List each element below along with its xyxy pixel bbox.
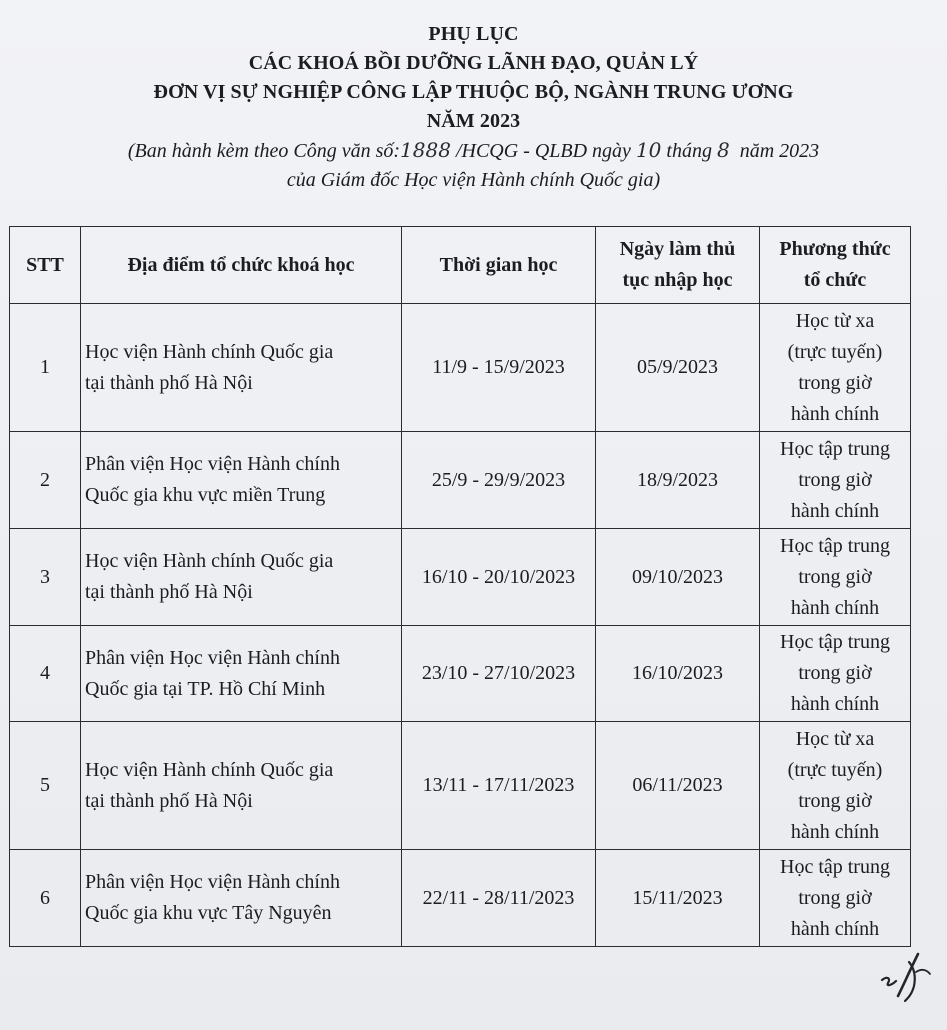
row-time: 23/10 - 27/10/2023 bbox=[402, 626, 596, 722]
mode-line: trong giờ bbox=[798, 662, 872, 684]
issuance-note-line-1 bbox=[0, 136, 947, 166]
row-location bbox=[81, 529, 402, 626]
issuance-prefix: (Ban hành kèm theo Công văn số: bbox=[127, 140, 401, 162]
mode-line: trong giờ bbox=[798, 371, 872, 394]
table-row bbox=[10, 432, 911, 529]
location-line-2: Quốc gia khu vực Tây Nguyên bbox=[85, 902, 332, 924]
row-location bbox=[81, 850, 402, 947]
row-location bbox=[81, 432, 402, 529]
header-stt: STT bbox=[10, 227, 81, 304]
row-stt: 2 bbox=[10, 432, 81, 529]
mode-line: Học từ xa bbox=[795, 727, 875, 750]
mode-line: trong giờ bbox=[798, 789, 872, 812]
row-enrollment-date: 05/9/2023 bbox=[596, 304, 760, 432]
row-time: 25/9 - 29/9/2023 bbox=[402, 432, 596, 529]
course-schedule-table bbox=[9, 226, 911, 947]
issuance-month-prefix: tháng bbox=[661, 140, 717, 162]
row-location bbox=[81, 626, 402, 722]
document-year: NĂM 2023 bbox=[426, 110, 521, 132]
location-line-2: tại thành phố Hà Nội bbox=[85, 581, 253, 603]
mode-line: trong giờ bbox=[798, 886, 872, 909]
location-line-1: Phân viện Học viện Hành chính bbox=[85, 646, 340, 669]
header-time: Thời gian học bbox=[402, 227, 596, 304]
location-line-1: Học viện Hành chính Quốc gia bbox=[85, 340, 334, 363]
handwritten-signature-icon bbox=[878, 948, 936, 1004]
row-location bbox=[81, 722, 402, 850]
mode-line: trong giờ bbox=[798, 468, 872, 491]
row-mode bbox=[760, 626, 911, 722]
location-line-2: Quốc gia tại TP. Hồ Chí Minh bbox=[85, 677, 326, 700]
row-enrollment-date: 09/10/2023 bbox=[596, 529, 760, 626]
header-enrollment-line-2: tục nhập học bbox=[622, 269, 733, 291]
table-row bbox=[10, 722, 911, 850]
header-enrollment-line-1: Ngày làm thủ bbox=[619, 238, 736, 260]
header-location: Địa điểm tổ chức khoá học bbox=[81, 227, 402, 304]
mode-line: (trực tuyến) bbox=[787, 758, 883, 781]
row-stt: 6 bbox=[10, 850, 81, 947]
mode-line: Học từ xa bbox=[795, 309, 875, 332]
mode-line: Học tập trung bbox=[780, 855, 890, 878]
row-mode bbox=[760, 304, 911, 432]
row-stt: 5 bbox=[10, 722, 81, 850]
row-mode bbox=[760, 850, 911, 947]
mode-line: trong giờ bbox=[798, 565, 872, 588]
issuance-year: năm 2023 bbox=[729, 140, 820, 162]
row-stt: 3 bbox=[10, 529, 81, 626]
table-row bbox=[10, 304, 911, 432]
location-line-1: Học viện Hành chính Quốc gia bbox=[85, 758, 334, 781]
mode-line: hành chính bbox=[790, 820, 880, 843]
issuance-day: 10 bbox=[635, 138, 662, 162]
row-stt: 1 bbox=[10, 304, 81, 432]
issuance-note-line-2: của Giám đốc Học viện Hành chính Quốc gia) bbox=[286, 169, 661, 191]
location-line-1: Học viện Hành chính Quốc gia bbox=[85, 550, 334, 572]
mode-line: Học tập trung bbox=[780, 534, 890, 557]
location-line-1: Phân viện Học viện Hành chính bbox=[85, 453, 340, 475]
header-mode bbox=[760, 227, 911, 304]
row-mode bbox=[760, 529, 911, 626]
row-mode bbox=[760, 722, 911, 850]
header-enrollment-date bbox=[596, 227, 760, 304]
row-time: 11/9 - 15/9/2023 bbox=[402, 304, 596, 432]
location-line-2: Quốc gia khu vực miền Trung bbox=[85, 484, 326, 506]
document-title-line-2: ĐƠN VỊ SỰ NGHIỆP CÔNG LẬP THUỘC BỘ, NGÀNH TRUNG ƯƠNG bbox=[153, 81, 794, 103]
mode-line: Học tập trung bbox=[780, 631, 890, 653]
mode-line: Học tập trung bbox=[780, 437, 890, 460]
row-time: 16/10 - 20/10/2023 bbox=[402, 529, 596, 626]
document-header bbox=[0, 20, 947, 195]
location-line-2: tại thành phố Hà Nội bbox=[85, 789, 253, 812]
table-row bbox=[10, 850, 911, 947]
document-number: 1888 bbox=[400, 138, 451, 162]
location-line-2: tại thành phố Hà Nội bbox=[85, 371, 253, 394]
table-header-row bbox=[10, 227, 911, 304]
row-time: 13/11 - 17/11/2023 bbox=[402, 722, 596, 850]
row-mode bbox=[760, 432, 911, 529]
mode-line: hành chính bbox=[790, 402, 880, 425]
row-enrollment-date: 18/9/2023 bbox=[596, 432, 760, 529]
location-line-1: Phân viện Học viện Hành chính bbox=[85, 871, 340, 893]
table-row bbox=[10, 626, 911, 722]
mode-line: hành chính bbox=[790, 596, 880, 619]
row-enrollment-date: 15/11/2023 bbox=[596, 850, 760, 947]
row-enrollment-date: 16/10/2023 bbox=[596, 626, 760, 722]
row-location bbox=[81, 304, 402, 432]
mode-line: (trực tuyến) bbox=[787, 340, 883, 363]
issuance-month: 8 bbox=[716, 138, 730, 162]
row-time: 22/11 - 28/11/2023 bbox=[402, 850, 596, 947]
row-enrollment-date: 06/11/2023 bbox=[596, 722, 760, 850]
mode-line: hành chính bbox=[790, 499, 880, 522]
header-mode-line-2: tổ chức bbox=[803, 269, 867, 291]
mode-line: hành chính bbox=[790, 693, 880, 715]
header-mode-line-1: Phương thức bbox=[779, 238, 891, 260]
row-stt: 4 bbox=[10, 626, 81, 722]
mode-line: hành chính bbox=[790, 917, 880, 940]
appendix-label: PHỤ LỤC bbox=[428, 23, 519, 45]
issuance-mid: /HCQG - QLBD ngày bbox=[450, 140, 636, 162]
table-row bbox=[10, 529, 911, 626]
document-title-line-1: CÁC KHOÁ BỒI DƯỠNG LÃNH ĐẠO, QUẢN LÝ bbox=[248, 52, 699, 74]
